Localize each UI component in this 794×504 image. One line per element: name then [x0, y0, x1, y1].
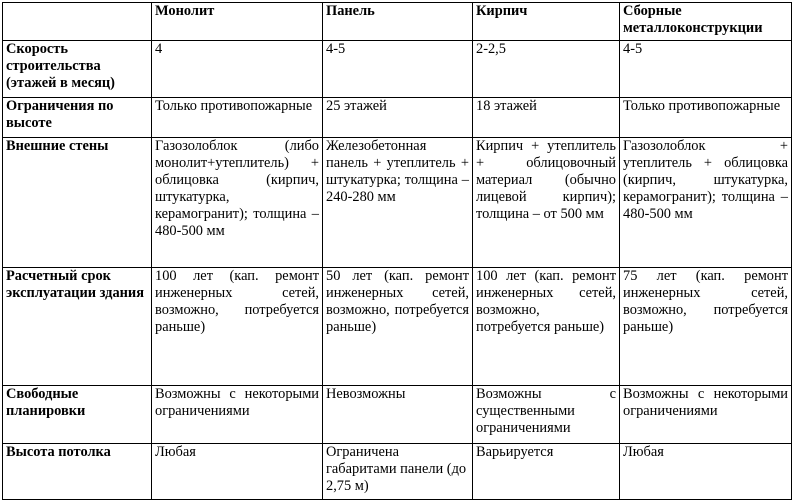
table-cell: Любая: [152, 444, 323, 500]
table-cell: 100 лет (кап. ремонт инженерных сетей, возможно, потребуется раньше): [152, 268, 323, 386]
row-label-walls: Внешние стены: [3, 138, 152, 268]
table-cell: Любая: [620, 444, 792, 500]
table-cell: Возможны с некоторыми ограничениями: [152, 386, 323, 444]
header-cell-brick: Кирпич: [473, 3, 620, 41]
comparison-table: [2, 2, 792, 500]
table-cell: Возможны с некоторыми ограничениями: [620, 386, 792, 444]
table-cell: Железобетонная панель + утеплитель + штукатурка; толщина – 240-280 мм: [323, 138, 473, 268]
header-cell-metal: Сборные металлоконструкции: [620, 3, 792, 41]
table-row: [3, 41, 792, 98]
table-cell: 4: [152, 41, 323, 98]
table-row: [3, 386, 792, 444]
table-cell: 50 лет (кап. ремонт инженерных сетей, возможно, потребуется раньше): [323, 268, 473, 386]
header-cell-panel: Панель: [323, 3, 473, 41]
table-cell: 4-5: [323, 41, 473, 98]
row-label-height-limit: Ограничения по высоте: [3, 98, 152, 138]
table-cell: 4-5: [620, 41, 792, 98]
header-cell-corner: [3, 3, 152, 41]
table-cell: Ограничена габаритами панели (до 2,75 м): [323, 444, 473, 500]
table-cell: Возможны с существенными ограничениями: [473, 386, 620, 444]
table-cell: 2-2,5: [473, 41, 620, 98]
row-label-lifetime: Расчетный срок эксплуатации здания: [3, 268, 152, 386]
table-cell: 75 лет (кап. ремонт инженерных сетей, возможно, потребуется раньше): [620, 268, 792, 386]
table-cell: Газозолоблок (либо монолит+утеплитель) + облицовка (кирпич, штукатурка, керамогранит); толщина – 480-500 мм: [152, 138, 323, 268]
table-cell: 18 этажей: [473, 98, 620, 138]
row-label-layouts: Свободные планировки: [3, 386, 152, 444]
table-row: [3, 98, 792, 138]
table-cell: Газозолоблок + утеплитель + облицовка (кирпич, штукатурка, керамогранит); толщина – 480-500 мм: [620, 138, 792, 268]
table-cell: Только противопожарные: [152, 98, 323, 138]
header-row: [3, 3, 792, 41]
table-cell: 25 этажей: [323, 98, 473, 138]
table-row: [3, 444, 792, 500]
row-label-speed: Скорость строительства (этажей в месяц): [3, 41, 152, 98]
table-cell: Кирпич + утеплитель + облицовочный материал (обычно лицевой кирпич); толщина – от 500 мм: [473, 138, 620, 268]
table-cell: Варьируется: [473, 444, 620, 500]
table-cell: Только противопожарные: [620, 98, 792, 138]
row-label-ceiling: Высота потолка: [3, 444, 152, 500]
table-row: [3, 268, 792, 386]
table-cell: Невозможны: [323, 386, 473, 444]
header-cell-monolith: Монолит: [152, 3, 323, 41]
table-cell: 100 лет (кап. ремонт инженерных сетей, возможно, потребуется раньше): [473, 268, 620, 386]
table-row: [3, 138, 792, 268]
